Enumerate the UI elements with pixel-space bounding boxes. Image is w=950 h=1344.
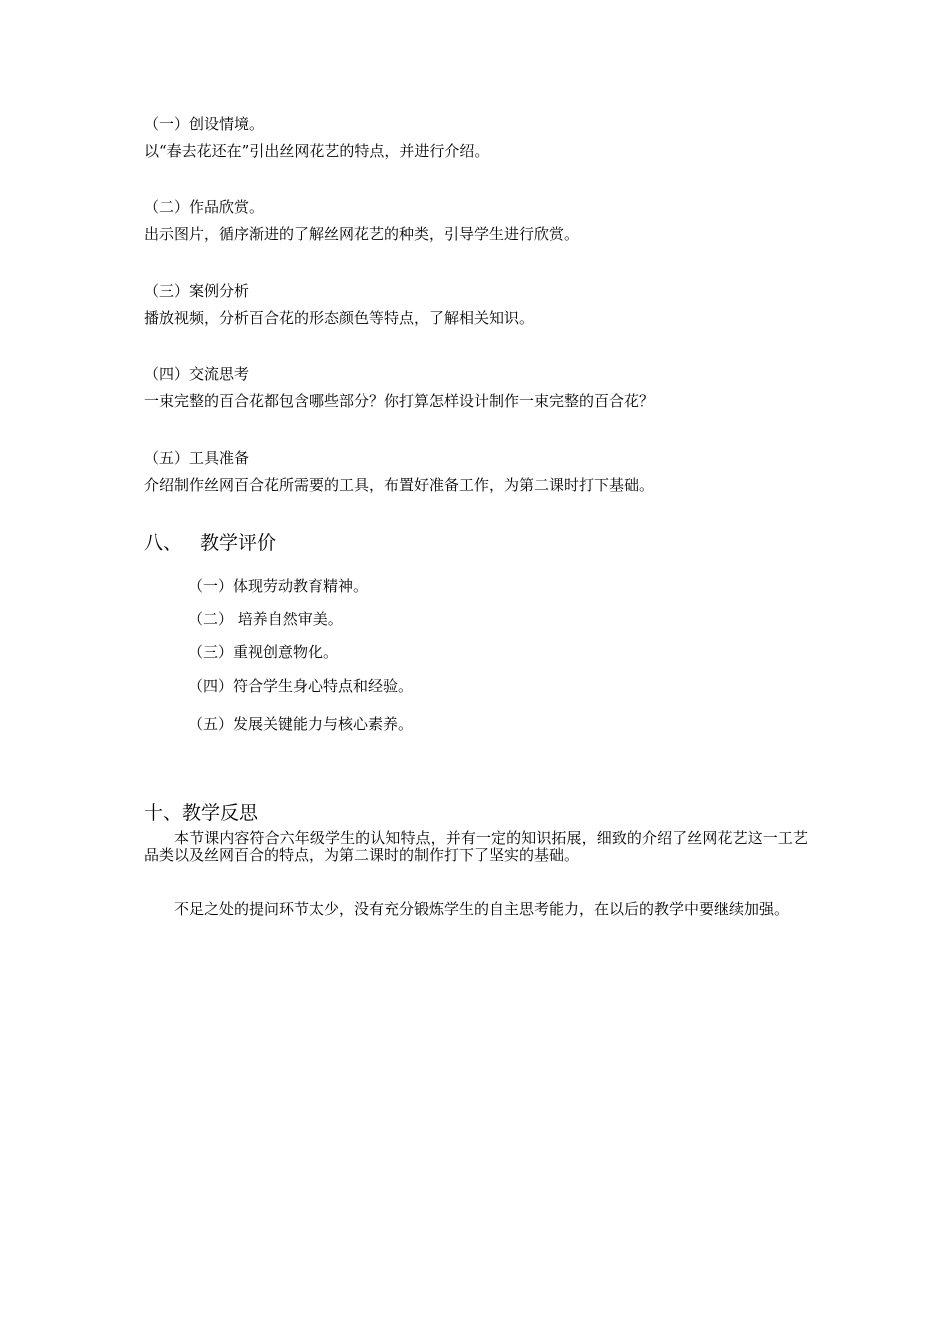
evaluation-item-1: （一）体现劳动教育精神。 <box>188 577 369 595</box>
step-1-title: （一）创设情境。 <box>144 115 265 133</box>
step-4-title: （四）交流思考 <box>144 365 250 383</box>
evaluation-item-2: （二） 培养自然审美。 <box>188 610 343 628</box>
evaluation-item-5: （五）发展关键能力与核心素养。 <box>188 715 414 733</box>
reflection-paragraph-2: 不足之处的提问环节太少，没有充分锻炼学生的自主思考能力，在以后的教学中要继续加强。 <box>174 900 790 918</box>
step-5-title: （五）工具准备 <box>144 449 250 467</box>
reflection-paragraph-1: 本节课内容符合六年级学生的认知特点，并有一定的知识拓展，细致的介绍了丝网花艺这一工艺品类以及丝网百合的特点，为第二课时的制作打下了坚实的基础。 <box>144 829 808 864</box>
step-3-title: （三）案例分析 <box>144 282 250 300</box>
evaluation-item-3: （三）重视创意物化。 <box>188 643 339 661</box>
section-10-heading: 十、教学反思 <box>144 802 259 824</box>
step-2-title: （二）作品欣赏。 <box>144 198 265 216</box>
section-8-number: 八、 <box>144 532 183 554</box>
step-5-body: 介绍制作丝网百合花所需要的工具，布置好准备工作，为第二课时打下基础。 <box>144 476 655 494</box>
step-1-body: 以“春去花还在”引出丝网花艺的特点，并进行介绍。 <box>144 142 490 160</box>
section-8-heading <box>144 531 276 555</box>
section-8-title: 教学评价 <box>200 532 277 554</box>
step-4-body: 一束完整的百合花都包含哪些部分？你打算怎样设计制作一束完整的百合花？ <box>144 392 655 410</box>
step-3-body: 播放视频，分析百合花的形态颜色等特点，了解相关知识。 <box>144 309 535 327</box>
step-2-body: 出示图片，循序渐进的了解丝网花艺的种类，引导学生进行欣赏。 <box>144 225 580 243</box>
evaluation-item-4: （四）符合学生身心特点和经验。 <box>188 677 414 695</box>
